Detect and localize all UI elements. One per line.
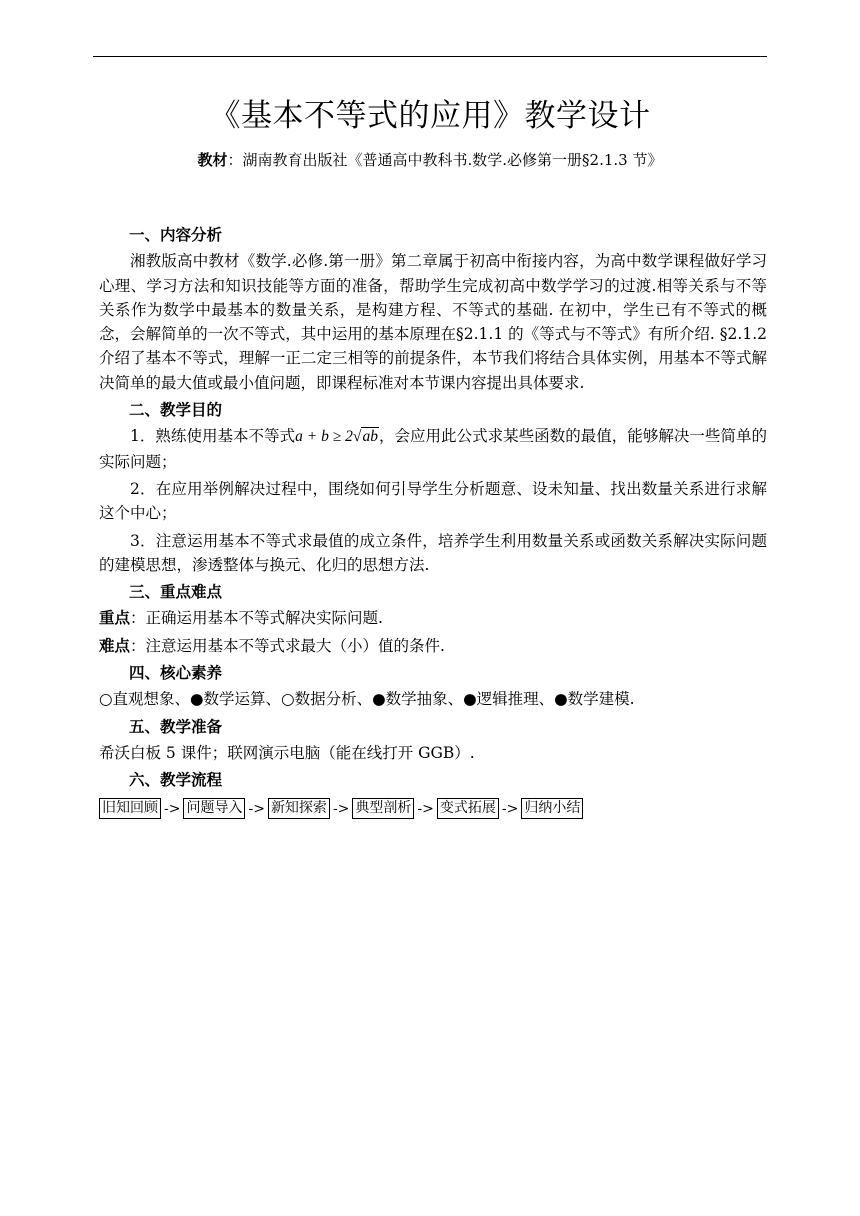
core-literacy-list: ○直观想象、●数学运算、○数据分析、●数学抽象、●逻辑推理、●数学建模. [99,690,635,709]
section-heading-core-literacy: 四、核心素养 [129,664,223,683]
teaching-flow-chain [99,797,767,821]
goal-1-suffix: ，会应用此公式求某些函数的最值，能够解决一些简单的实际问题； [99,427,767,471]
section-heading-content-analysis: 一、内容分析 [129,226,223,244]
subtitle-text: ：湖南教育出版社《普通高中教科书.数学.必修第一册§2.1.3 节》 [227,151,663,169]
goal-item-2: 2．在应用举例解决过程中，围绕如何引导学生分析题意、设未知量、找出数量关系进行求解这个中心； [99,479,767,523]
document-subtitle [0,148,860,172]
difficulty-line [99,634,767,658]
inequality-formula: a + b ≥ 2 [295,428,353,446]
key-point-line [99,606,767,630]
content-analysis-paragraph: 湘教版高中教材《数学.必修.第一册》第二章属于初高中衔接内容，为高中数学课程做好学习心理、学习方法和知识技能等方面的准备，帮助学生完成初高中数学学习的过渡.相等关系与不等关系作为数学中最基本的数量关系，是构建方程、不等式的基础. 在初中，学生已有不等式的概念，会解简单的一次不等式，其中运用的基本原理在§2.1.1 的《等式与不等式》有所介绍. §2.1.2 介绍了基本不等式，理解一正二定三相等的前提条件，本节我们将结合具体实例，用基本不等式解决简单的最大值或最小值问题，即课程标准对本节课内容提出具体要求. [99,252,767,392]
flow-step-analysis: 典型剖析 [352,798,414,819]
flow-step-exploration: 新知探索 [268,798,330,819]
flow-arrow: -> [417,800,434,817]
flow-arrow: -> [164,800,181,817]
subtitle-label: 教材 [197,151,228,169]
section-heading-key-points: 三、重点难点 [129,583,223,602]
goal-1-prefix: 1．熟练使用基本不等式 [130,427,296,446]
section-heading-teaching-flow: 六、教学流程 [129,771,223,790]
key-point-label: 重点 [99,609,131,628]
header-rule [93,56,767,57]
flow-step-introduction: 问题导入 [183,798,245,819]
flow-arrow: -> [332,800,350,817]
difficulty-text: ：注意运用基本不等式求最大（小）值的条件. [130,636,445,655]
sqrt-radicand: ab [362,428,378,446]
preparation-text: 希沃白板 5 课件；联网演示电脑（能在线打开 GGB）. [99,743,475,762]
flow-step-summary: 归纳小结 [521,798,583,819]
document-body [99,222,767,821]
flow-arrow: -> [248,800,265,817]
section-heading-preparation: 五、教学准备 [129,717,223,736]
goal-item-1 [99,424,767,474]
flow-arrow: -> [501,800,519,817]
goal-item-3: 3．注意运用基本不等式求最值的成立条件，培养学生利用数量关系或函数关系解决实际问题的建模思想，渗透整体与换元、化归的思想方法. [99,531,767,574]
section-heading-teaching-goals: 二、教学目的 [129,401,223,420]
sqrt-radical: √ [352,428,362,446]
flow-step-review: 旧知回顾 [99,798,161,819]
document-title: 《基本不等式的应用》教学设计 [209,98,651,134]
difficulty-label: 难点 [99,636,131,655]
flow-step-extension: 变式拓展 [437,798,499,819]
key-point-text: ：正确运用基本不等式解决实际问题. [130,609,383,628]
